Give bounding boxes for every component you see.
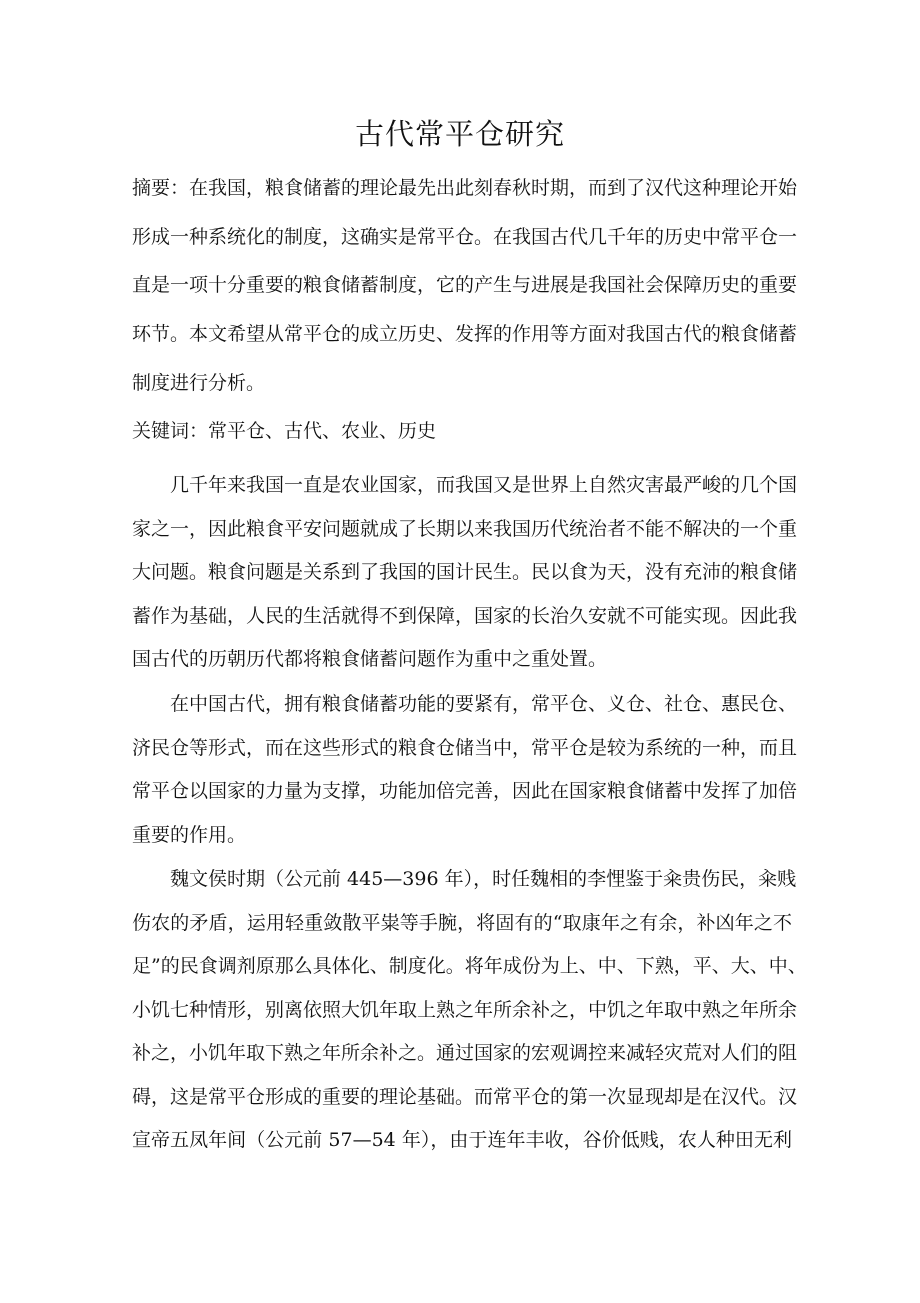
body-paragraph	[132, 464, 798, 682]
text-line: 家之一，因此粮食平安问题就成了长期以来我国历代统治者不能不解决的一个重	[132, 517, 798, 540]
text-line: 形成一种系统化的制度，这确实是常平仓。在我国古代几千年的历史中常平仓一	[132, 225, 798, 248]
text-line: 环节。本文希望从常平仓的成立历史、发挥的作用等方面对我国古代的粮食储蓄	[132, 323, 798, 346]
text-line: 摘要：在我国，粮食储蓄的理论最先出此刻春秋时期，而到了汉代这种理论开始	[132, 177, 798, 199]
text-line: 小饥七种情形，别离依照大饥年取上熟之年所余补之，中饥之年取中熟之年所余	[132, 998, 798, 1021]
body-paragraph	[132, 683, 798, 857]
text-line: 伤农的矛盾，运用轻重敛散平粜等手腕，将固有的“取康年之有余，补凶年之不	[132, 911, 792, 934]
text-line: 宣帝五凤年间（公元前 57—54 年），由于连年丰收，谷价低贱，农人种田无利	[132, 1129, 792, 1151]
text-line: 常平仓以国家的力量为支撑，功能加倍完善，因此在国家粮食储蓄中发挥了加倍	[132, 780, 798, 802]
text-line: 足”的民食调剂原那么具体化、制度化。将年成份为上、中、下熟，平、大、中、	[132, 955, 807, 977]
text-line: 在中国古代，拥有粮食储蓄功能的要紧有，常平仓、义仓、社仓、惠民仓、	[170, 693, 798, 715]
text-line: 魏文侯时期（公元前 445—396 年），时任魏相的李悝鉴于籴贵伤民，籴贱	[170, 868, 797, 890]
text-line: 济民仓等形式，而在这些形式的粮食仓储当中，常平仓是较为系统的一种，而且	[132, 736, 798, 759]
body-paragraph	[132, 858, 807, 1163]
text-line: 几千年来我国一直是农业国家，而我国又是世界上自然灾害最严峻的几个国	[170, 474, 798, 496]
text-line: 直是一项十分重要的粮食储蓄制度，它的产生与进展是我国社会保障历史的重要	[132, 274, 798, 297]
document-title: 古代常平仓研究	[354, 117, 565, 151]
abstract	[132, 164, 798, 407]
text-line: 重要的作用。	[132, 823, 247, 846]
text-line: 蓄作为基础，人民的生活就得不到保障，国家的长治久安就不可能实现。因此我	[132, 604, 798, 627]
text-line: 大问题。粮食问题是关系到了我国的国计民生。民以食为天，没有充沛的粮食储	[132, 561, 798, 583]
keywords: 关键词：常平仓、古代、农业、历史	[132, 420, 437, 442]
text-line: 碍，这是常平仓形成的重要的理论基础。而常平仓的第一次显现却是在汉代。汉	[132, 1085, 798, 1108]
text-line: 补之，小饥年取下熟之年所余补之。通过国家的宏观调控来减轻灾荒对人们的阻	[132, 1042, 798, 1064]
text-line: 制度进行分析。	[132, 371, 266, 394]
text-line: 国古代的历朝历代都将粮食储蓄问题作为重中之重处置。	[132, 648, 608, 670]
